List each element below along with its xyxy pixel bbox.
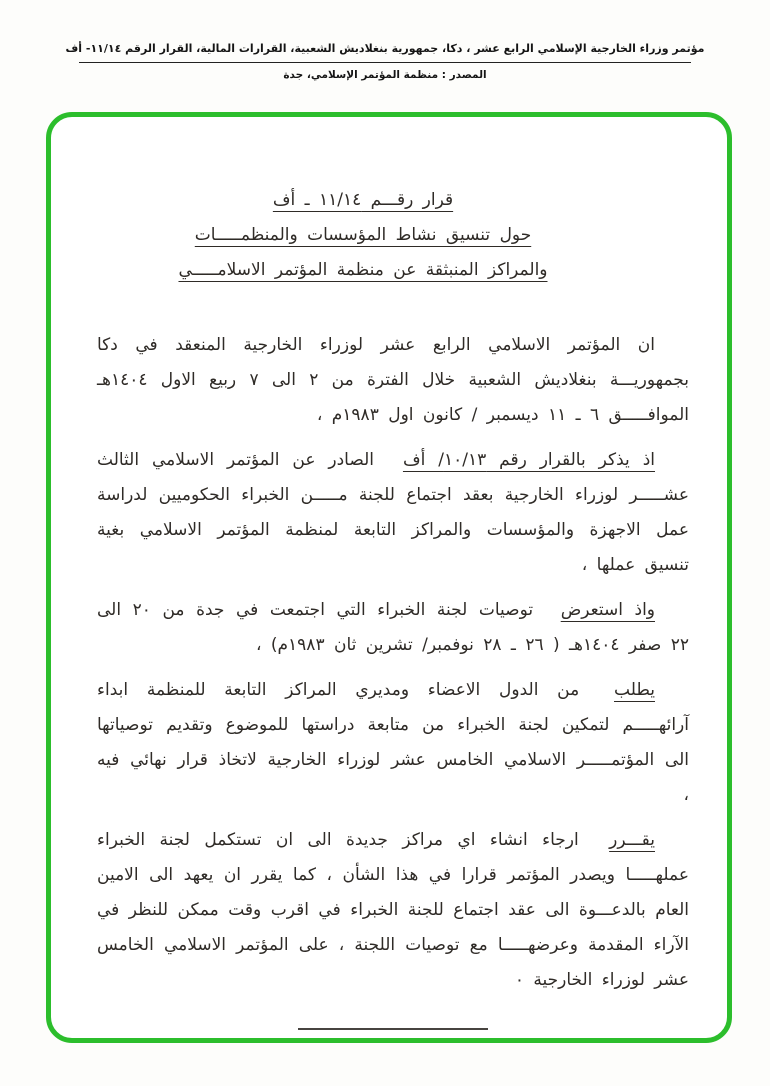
resolution-title: [67, 183, 659, 288]
paragraph-text: من الدول الاعضاء ومديري المراكز التابعة للمنظمة ابداء آرائهـــــم لتمكين لجنة الخبراء من متابعة دراستها للموضوع وتقديم توصياتها الى المؤتمـــــر الاسلامي الخامس عشر لوزراء الخارجية لاتخاذ قرار نهائي فيه ،: [97, 680, 689, 805]
paragraph-text: توصيات لجنة الخبراء التي اجتمعت في جدة من ٢٠ الى ٢٢ صفر ١٤٠٤هـ ( ٢٦ ـ ٢٨ نوفمبر/ تشرين ثان ١٩٨٣م) ،: [97, 600, 689, 655]
citation-line: مؤتمر وزراء الخارجية الإسلامي الرابع عشر ، دكا، جمهورية بنغلاديش الشعبية، القرارات المالية، القرار الرقم ١١/١٤- أف: [65, 42, 705, 55]
action-word: يقـــرر: [609, 830, 655, 850]
paragraph-text: ارجاء انشاء اي مراكز جديدة الى ان تستكمل لجنة الخبراء عملهـــــا ويصدر المؤتمر قرارا في هذا الشأن ، كما يقرر ان يعهد الى الامين العام بالدعـــوة الى عقد اجتماع للجنة الخبراء في اقرب وقت ممكن للنظر في الآراء المقدمة وعرضهـــــا مع توصيات اللجنة ، على المؤتمر الاسلامي الخامس عشر لوزراء الخارجية ٠: [97, 830, 689, 990]
resolution-paragraph: [97, 443, 689, 583]
document-frame: [46, 112, 732, 1043]
resolution-paragraph: [97, 823, 689, 998]
scanned-document: [51, 117, 727, 1038]
resolution-title-line: حول تنسيق نشاط المؤسسات والمنظمـــــات: [194, 225, 532, 245]
source-line: المصدر : منظمة المؤتمر الإسلامي، جدة: [283, 69, 487, 81]
paragraph-text: الصادر عن المؤتمر الاسلامي الثالث عشـــــر لوزراء الخارجية بعقد اجتماع للجنة مـــــن الخبراء الحكوميين لدراسة عمل الاجهزة والمؤسسات والمراكز التابعة لمنظمة المؤتمر الاسلامي بغية تنسيق عملها ،: [97, 450, 689, 575]
resolution-paragraph: [97, 673, 689, 813]
resolution-title-line: قرار رقـــم ١١/١٤ ـ أف: [272, 190, 454, 210]
resolution-paragraph: [97, 593, 689, 663]
action-word: يطلب: [614, 680, 655, 700]
header-divider: [79, 62, 691, 63]
action-word: اذ يذكر بالقرار رقم ١٠/١٣/ أف: [402, 450, 655, 470]
paragraph-text: ان المؤتمر الاسلامي الرابع عشر لوزراء الخارجية المنعقد في دكا بجمهوريـــة بنغلاديش الشعبية خلال الفترة من ٢ الى ٧ ربيع الاول ١٤٠٤هـ الموافـــــق ٦ ـ ١١ ديسمبر / كانون اول ١٩٨٣م ،: [97, 335, 689, 425]
resolution-title-line: والمراكز المنبثقة عن منظمة المؤتمر الاسلامـــــي: [178, 260, 548, 280]
action-word: واذ استعرض: [560, 600, 655, 620]
resolution-paragraph: [97, 328, 689, 433]
end-divider: [298, 1028, 488, 1030]
citation-header: [20, 42, 750, 81]
